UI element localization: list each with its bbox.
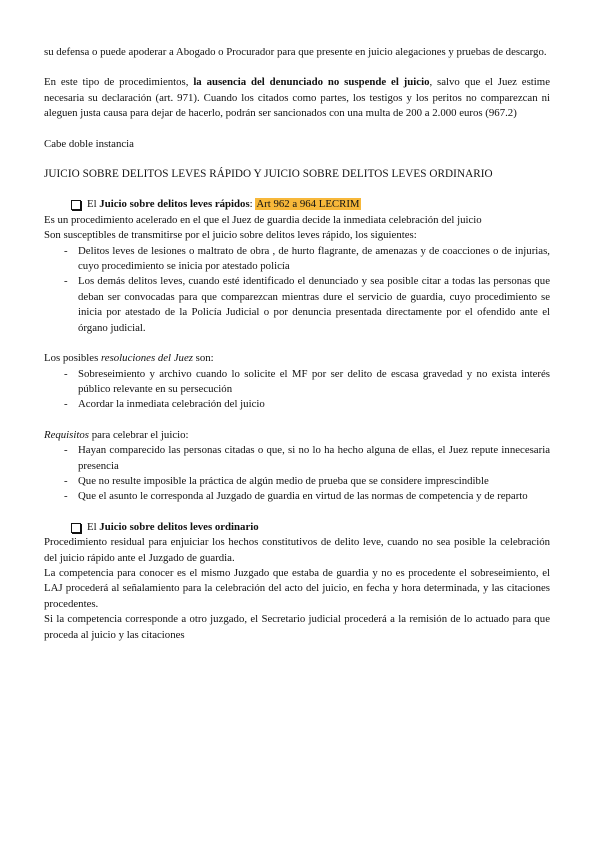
resoluciones-list — [44, 367, 550, 413]
checkbox-bullet-icon — [71, 200, 81, 210]
list-item: - Los demás delitos leves, cuando esté identificado el denunciado y sea posible citar a todas las personas que deban ser convocadas para que comparezcan mientras dure el servicio de guardia, cuyo procedimiento se inicia por atestado de la Policía Judicial o por denuncia presentada directamente por el ofendido ante el órgano judicial. — [44, 274, 550, 336]
ordinario-heading — [71, 520, 550, 535]
ordinario-el: El — [87, 520, 100, 533]
ordinario-paragraph-1: Procedimiento residual para enjuiciar los hechos constitutivos de delito leve, cuando no sea posible la celebración del juicio rápido ante el Juzgado de guardia. — [44, 536, 550, 564]
ordinario-paragraph-2: La competencia para conocer es el mismo Juzgado que estaba de guardia y no es procedente el sobreseimiento, el LAJ procederá al señalamiento para la celebración del acto del juicio, en fecha y hora determinada, y las citaciones procedentes. — [44, 566, 550, 610]
requisitos-italic: Requisitos — [44, 428, 89, 441]
document-body — [44, 45, 550, 643]
absence-pre: En este tipo de procedimientos, — [44, 76, 194, 89]
rapido-article-highlight: Art 962 a 964 LECRIM — [256, 198, 360, 211]
rapido-list — [44, 244, 550, 336]
list-item: - Delitos leves de lesiones o maltrato de obra , de hurto flagrante, de amenazas y de coacciones o de injurias, cuyo procedimiento se inicia por atestado policía — [44, 244, 550, 275]
resoluciones-pre: Los posibles — [44, 352, 101, 365]
ordinario-paragraph-3: Si la competencia corresponde a otro juzgado, el Secretario judicial procederá a la remisión de lo actuado para que proceda al juicio y las citaciones — [44, 613, 550, 641]
intro-paragraph: su defensa o puede apoderar a Abogado o Procurador para que presente en juicio alegaciones y pruebas de descargo. — [44, 46, 547, 58]
rapido-heading-text — [87, 197, 361, 212]
absence-bold: la ausencia del denunciado no suspende el juicio — [193, 76, 430, 89]
rapido-el: El — [87, 198, 100, 211]
resoluciones-intro — [44, 351, 550, 366]
resoluciones-post: son: — [192, 352, 214, 365]
list-item: - Hayan comparecido las personas citadas o que, si no lo ha hecho alguna de ellas, el Juez repute innecesaria presencia — [44, 443, 550, 474]
list-item: - Que no resulte imposible la práctica de algún medio de prueba que se considere imprescindible — [44, 474, 550, 489]
requisitos-list — [44, 443, 550, 505]
doble-instancia-paragraph: Cabe doble instancia — [44, 137, 134, 150]
requisitos-intro — [44, 428, 550, 443]
absence-post: , salvo que el Juez estime necesaria su declaración (art. 971). Cuando los citados como partes, los testigos y los peritos no comparezcan ni aleguen justa causa para dejar de hacerlo, podrán ser sancionados con una multa de 200 a 2.000 euros (967.2) — [44, 76, 550, 120]
rapido-line-1: Es un procedimiento acelerado en el que el Juez de guardia decide la inmediata celebración del juicio — [44, 213, 482, 226]
absence-paragraph — [44, 75, 550, 121]
resoluciones-italic: resoluciones del Juez — [100, 352, 193, 365]
requisitos-post: para celebrar el juicio: — [89, 428, 189, 441]
rapido-line-2: Son susceptibles de transmitirse por el juicio sobre delitos leves rápido, los siguientes: — [44, 229, 417, 242]
ordinario-heading-text — [87, 520, 259, 535]
list-item: - Acordar la inmediata celebración del juicio — [44, 397, 550, 412]
rapido-heading — [71, 197, 550, 212]
rapido-colon: : — [249, 198, 256, 211]
section-heading: JUICIO SOBRE DELITOS LEVES RÁPIDO Y JUICIO SOBRE DELITOS LEVES ORDINARIO — [44, 168, 493, 181]
rapido-bold: Juicio sobre delitos leves rápidos — [99, 198, 250, 211]
list-item: - Que el asunto le corresponda al Juzgado de guardia en virtud de las normas de competencia y de reparto — [44, 489, 550, 504]
checkbox-bullet-icon — [71, 523, 81, 533]
list-item: - Sobreseimiento y archivo cuando lo solicite el MF por ser delito de escasa gravedad y no exista interés público relevante en su persecución — [44, 367, 550, 398]
ordinario-bold: Juicio sobre delitos leves ordinario — [99, 520, 259, 533]
